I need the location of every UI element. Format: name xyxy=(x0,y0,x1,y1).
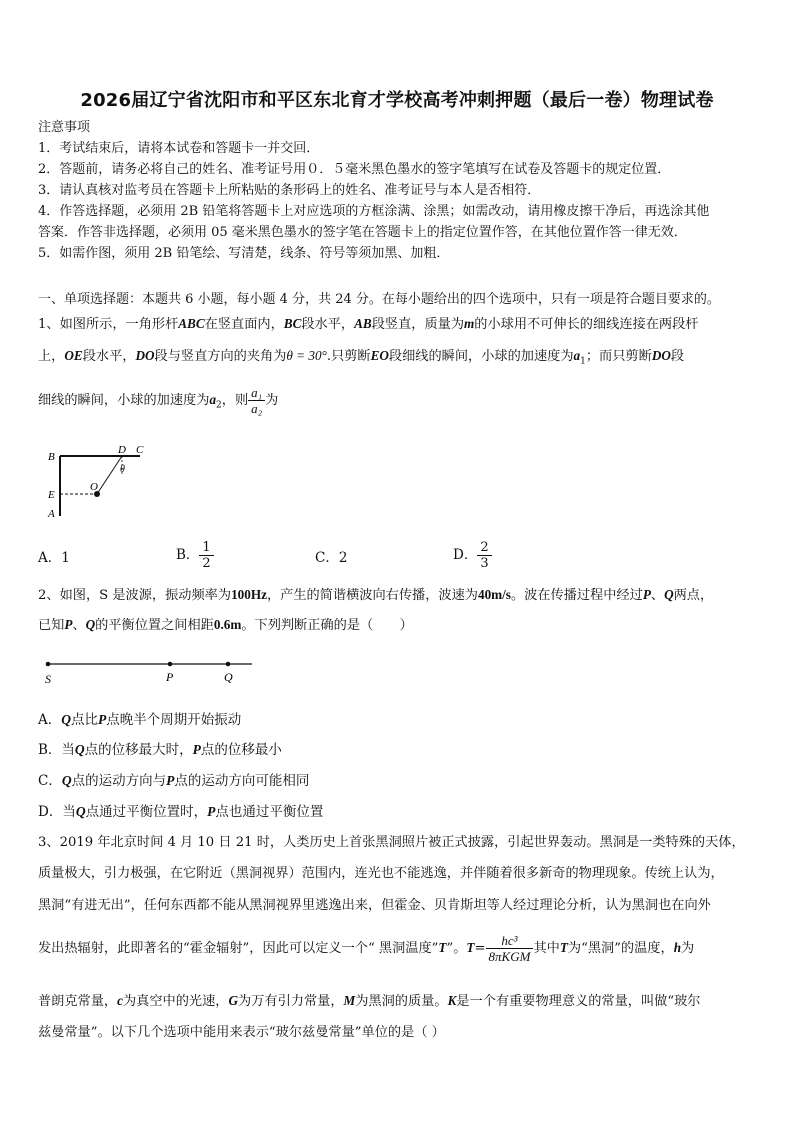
label-A: A xyxy=(48,508,55,520)
q2-line1: 2、如图，S 是波源，振动频率为100Hz，产生的简谐横波向右传播，波速为40m/s。波在传播过程中经过P、Q两点， xyxy=(38,587,714,603)
label-theta: θ xyxy=(120,464,125,475)
notice-item: 3．请认真核对监考员在答题卡上所粘贴的条形码上的姓名、准考证号与本人是否相符． xyxy=(38,183,541,198)
label-P: P xyxy=(166,670,174,684)
q1-line1: 1、如图所示，一角形杆ABC在竖直面内，BC段水平，AB段竖直，质量为m的小球用不可伸长的细线连接在两段杆 xyxy=(38,316,699,332)
q1-option-A: A．1 xyxy=(38,550,70,566)
notice-item: 2．答题前，请务必将自己的姓名、准考证号用０．５毫米黑色墨水的签字笔填写在试卷及答题卡的规定位置． xyxy=(38,162,671,177)
label-B: B xyxy=(48,451,55,463)
q3-line4: 发出热辐射，此即著名的“霍金辐射”，因此可以定义一个“ 黑洞温度”T”。T= $\frac{\text{hc³}}{\text{8πKGM}}$ 其中T为“黑洞”的温度，h为 xyxy=(38,933,695,964)
notice-item: 1．考试结束后，请将本试卷和答题卡一并交回． xyxy=(38,141,320,156)
q1-line2: 上，OE段水平，DO段与竖直方向的夹角为θ = 30°.只剪断EO段细线的瞬间，小球的加速度为$a_1$；而只剪断DO段 xyxy=(38,348,685,367)
label-S: S xyxy=(45,672,51,686)
section-heading: 一、单项选择题：本题共 6 小题，每小题 4 分，共 24 分。在每小题给出的四个选项中，只有一项是符合题目要求的。 xyxy=(38,292,720,307)
q3-line2: 质量极大，引力极强，在它附近（黑洞视界）范围内，连光也不能逃逸，并伴随着很多新奇的物理现象。传统上认为， xyxy=(38,866,724,881)
q3-line6: 兹曼常量”。以下几个选项中能用来表示“玻尔兹曼常量”单位的是（ ） xyxy=(38,1025,445,1040)
notice-item: 答案．作答非选择题，必须用 05 毫米黑色墨水的签字笔在答题卡上的指定位置作答，在其他位置作答一律无效． xyxy=(38,225,687,240)
notice-item: 5．如需作图，须用 2B 铅笔绘、写清楚，线条、符号等须加黑、加粗． xyxy=(38,246,450,261)
page-title: 2026届辽宁省沈阳市和平区东北育才学校高考冲刺押题（最后一卷）物理试卷 xyxy=(80,90,714,111)
q1-option-C: C．2 xyxy=(315,550,348,566)
label-D: D xyxy=(118,444,126,456)
fraction-a1-a2: $\frac{\text{a₁}}{\text{a₂}}$ xyxy=(248,385,265,416)
q1-option-D: D． $\frac{2}{3}$ xyxy=(453,537,492,573)
q2-line2: 已知P、Q的平衡位置之间相距0.6m。下列判断正确的是（ ） xyxy=(38,617,413,633)
label-Q: Q xyxy=(224,670,233,684)
q1-figure-angled-rod xyxy=(40,440,160,522)
q2-option-D: D．当Q点通过平衡位置时，P点也通过平衡位置 xyxy=(38,804,324,820)
notice-heading: 注意事项 xyxy=(38,120,91,135)
q1-line3: 细线的瞬间，小球的加速度为$a_2$，则 $\frac{\text{a₁}}{\text{a₂}}$ 为 xyxy=(38,385,279,416)
label-E: E xyxy=(48,489,55,501)
label-C: C xyxy=(136,444,144,456)
q2-option-A: A．Q点比P点晚半个周期开始振动 xyxy=(38,712,242,728)
q3-line3: 黑洞“有进无出”，任何东西都不能从黑洞视界里逃逸出来，但霍金、贝肯斯坦等人经过理论分析，认为黑洞也在向外 xyxy=(38,898,711,913)
q3-line5: 普朗克常量，c为真空中的光速，G为万有引力常量，M为黑洞的质量。K是一个有重要物理意义的常量，叫做“玻尔 xyxy=(38,993,701,1009)
q2-option-B: B．当Q点的位移最大时，P点的位移最小 xyxy=(38,742,282,758)
q2-figure-wave-line xyxy=(40,652,260,688)
q3-line1: 3、2019 年北京时间 4 月 10 日 21 时，人类历史上首张黑洞照片被正式披露，引起世界轰动。黑洞是一类特殊的天体， xyxy=(38,835,745,850)
q1-option-B: B． $\frac{1}{2}$ xyxy=(176,537,214,573)
label-O: O xyxy=(90,481,98,493)
fraction-hawking-temperature: $\frac{\text{hc³}}{\text{8πKGM}}$ xyxy=(486,933,534,964)
q2-option-C: C．Q点的运动方向与P点的运动方向可能相同 xyxy=(38,773,310,789)
notice-item: 4．作答选择题，必须用 2B 铅笔将答题卡上对应选项的方框涂满、涂黑；如需改动，请用橡皮擦干净后，再选涂其他 xyxy=(38,204,710,219)
